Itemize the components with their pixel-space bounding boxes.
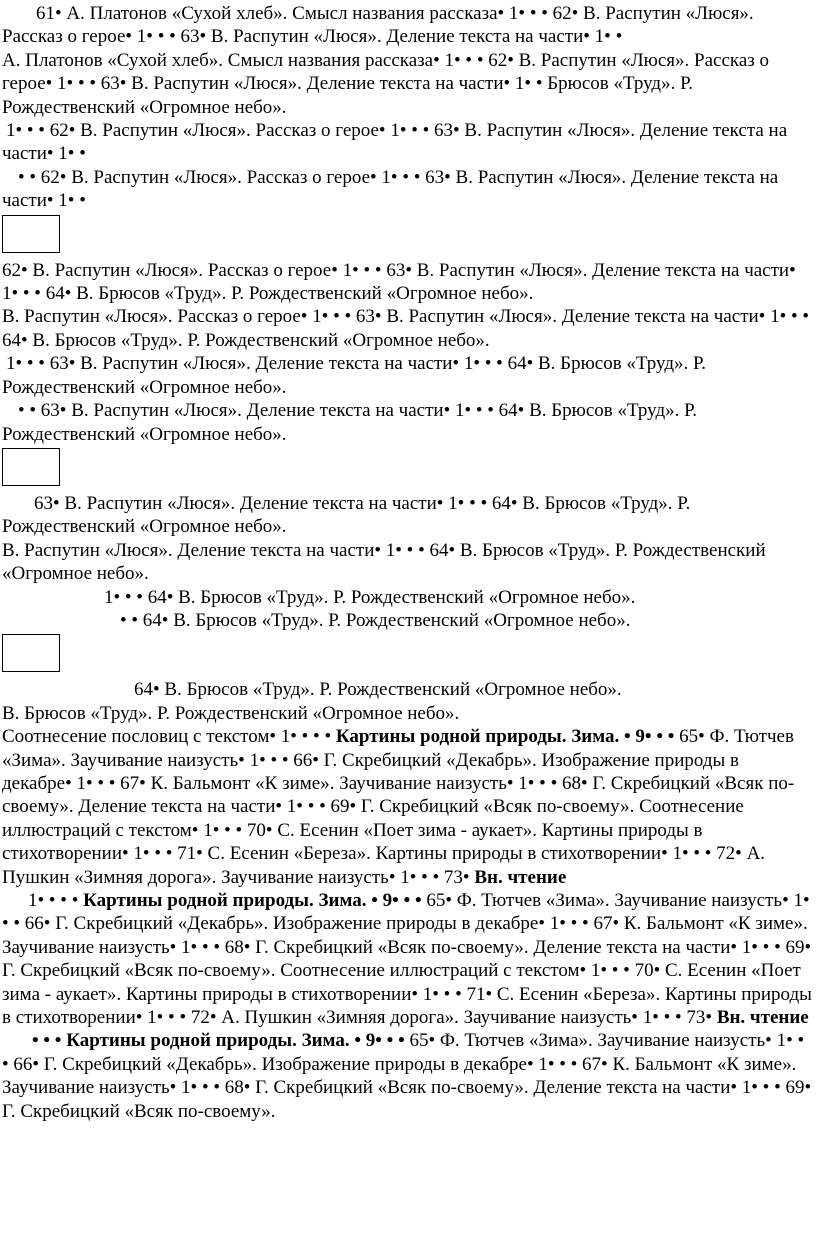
bold-text: Вн. чтение xyxy=(716,1007,809,1029)
text-paragraph xyxy=(2,678,812,701)
text-run: 65• Ф. Тютчев «Зима». Заучивание наизусть• 1• • • 66• Г. Скребицкий «Декабрь». Изображение природы в декабре• 1• • • 67• К. Бальмонт «К зиме». Заучивание наизусть• 1• • • 68• Г. Скребицкий «Всяк по-своему». Деление текста на части• 1• • • 69• Г. Скребицкий «Всяк по-своему». Соотнесение иллюстраций с текстом• 1• • • 70• С. Есенин «Поет зима - аукает». Картины природы в стихотворении• 1• • • 71• С. Есенин «Береза». Картины природы в стихотворении• 1• • • 72• А. Пушкин «Зимняя дорога». Заучивание наизусть• 1• • • 73• xyxy=(2,726,795,888)
empty-box xyxy=(2,448,60,486)
text-paragraph xyxy=(2,539,812,586)
text-paragraph xyxy=(2,352,812,399)
text-run: В. Распутин «Люся». Рассказ о герое• 1• • • 63• В. Распутин «Люся». Деление текста на части• 1• • • 64• В. Брюсов «Труд». Р. Рождественский «Огромное небо». xyxy=(2,306,810,351)
bold-text: • 9• • • xyxy=(624,726,675,748)
text-paragraph xyxy=(2,702,812,725)
text-run: 65• Ф. Тютчев «Зима». Заучивание наизусть• 1• • • 66• Г. Скребицкий «Декабрь». Изображение природы в декабре• 1• • • 67• К. Бальмонт «К зиме». Заучивание наизусть• 1• • • 68• Г. Скребицкий «Всяк по-своему». Деление текста на части• 1• • • 69• Г. Скребицкий «Всяк по-своему». xyxy=(2,1030,812,1122)
text-run: В. Распутин «Люся». Деление текста на части• 1• • • 64• В. Брюсов «Труд». Р. Рождественский «Огромное небо». xyxy=(2,539,766,585)
text-paragraph xyxy=(2,609,812,632)
bold-text: • 9• • • xyxy=(354,1030,405,1052)
text-run: Соотнесение пословиц с текстом• 1• • • • xyxy=(2,726,336,748)
text-run: • • 64• В. Брюсов «Труд». Р. Рождественский «Огромное небо». xyxy=(120,609,631,631)
text-paragraph xyxy=(2,586,812,609)
bold-text: • 9• • • xyxy=(371,890,422,911)
bold-text: Картины родной природы. Зима. xyxy=(66,1030,350,1052)
text-run: 1• • • • xyxy=(28,890,84,911)
bold-text: Картины родной природы. Зима. xyxy=(83,890,367,911)
empty-box xyxy=(2,215,60,253)
text-paragraph xyxy=(2,725,812,889)
text-run: • • 63• В. Распутин «Люся». Деление текста на части• 1• • • 64• В. Брюсов «Труд». Р. Рождественский «Огромное небо». xyxy=(2,400,698,445)
text-run: 65• Ф. Тютчев «Зима». Заучивание наизусть• 1• • • 66• Г. Скребицкий «Декабрь». Изображение природы в декабре• 1• • • 67• К. Бальмонт «К зиме». Заучивание наизусть• 1• • • 68• Г. Скребицкий «Всяк по-своему». Деление текста на части• 1• • • 69• Г. Скребицкий «Всяк по-своему». Соотнесение иллюстраций с текстом• 1• • • 70• С. Есенин «Поет зима - аукает». Картины природы в стихотворении• 1• • • 71• С. Есенин «Береза». Картины природы в стихотворении• 1• • • 72• А. Пушкин «Зимняя дорога». Заучивание наизусть• 1• • • 73• xyxy=(2,890,812,1029)
text-paragraph xyxy=(2,2,812,49)
text-run: 61• А. Платонов «Сухой хлеб». Смысл названия рассказа• 1• • • 62• В. Распутин «Люся». Рассказ о герое• 1• • • 63• В. Распутин «Люся». Деление текста на части• 1• • xyxy=(2,3,754,48)
text-paragraph xyxy=(2,119,812,166)
text-run: 64• В. Брюсов «Труд». Р. Рождественский «Огромное небо». xyxy=(134,679,622,701)
bold-text: Вн. чтение xyxy=(474,866,567,888)
bold-text: Картины родной природы. Зима. xyxy=(335,726,620,748)
empty-box xyxy=(2,634,60,672)
text-paragraph xyxy=(2,889,812,1029)
text-paragraph xyxy=(2,1029,812,1123)
bold-text: • • • xyxy=(32,1030,67,1052)
text-paragraph xyxy=(2,305,812,352)
text-run: 1• • • 64• В. Брюсов «Труд». Р. Рождественский «Огромное небо». xyxy=(104,586,636,608)
text-run: 1• • • 62• В. Распутин «Люся». Рассказ о герое• 1• • • 63• В. Распутин «Люся». Деление текста на части• 1• • xyxy=(2,120,788,165)
text-run: 63• В. Распутин «Люся». Деление текста на части• 1• • • 64• В. Брюсов «Труд». Р. Рождественский «Огромное небо». xyxy=(2,492,691,538)
text-run: • • 62• В. Распутин «Люся». Рассказ о герое• 1• • • 63• В. Распутин «Люся». Деление текста на части• 1• • xyxy=(2,166,779,212)
text-paragraph xyxy=(2,49,812,119)
text-run: В. Брюсов «Труд». Р. Рождественский «Огромное небо». xyxy=(2,702,460,724)
text-run: А. Платонов «Сухой хлеб». Смысл названия рассказа• 1• • • 62• В. Распутин «Люся». Рассказ о герое• 1• • • 63• В. Распутин «Люся». Деление текста на части• 1• • Брюсов «Труд». Р. Рождественский «Огромное небо». xyxy=(2,49,770,118)
text-paragraph xyxy=(2,259,812,306)
text-paragraph xyxy=(2,166,812,213)
text-paragraph xyxy=(2,399,812,446)
text-run: 62• В. Распутин «Люся». Рассказ о герое• 1• • • 63• В. Распутин «Люся». Деление текста на части• 1• • • 64• В. Брюсов «Труд». Р. Рождественский «Огромное небо». xyxy=(2,259,796,305)
text-run: 1• • • 63• В. Распутин «Люся». Деление текста на части• 1• • • 64• В. Брюсов «Труд». Р. Рождественский «Огромное небо». xyxy=(2,353,706,398)
text-paragraph xyxy=(2,492,812,539)
